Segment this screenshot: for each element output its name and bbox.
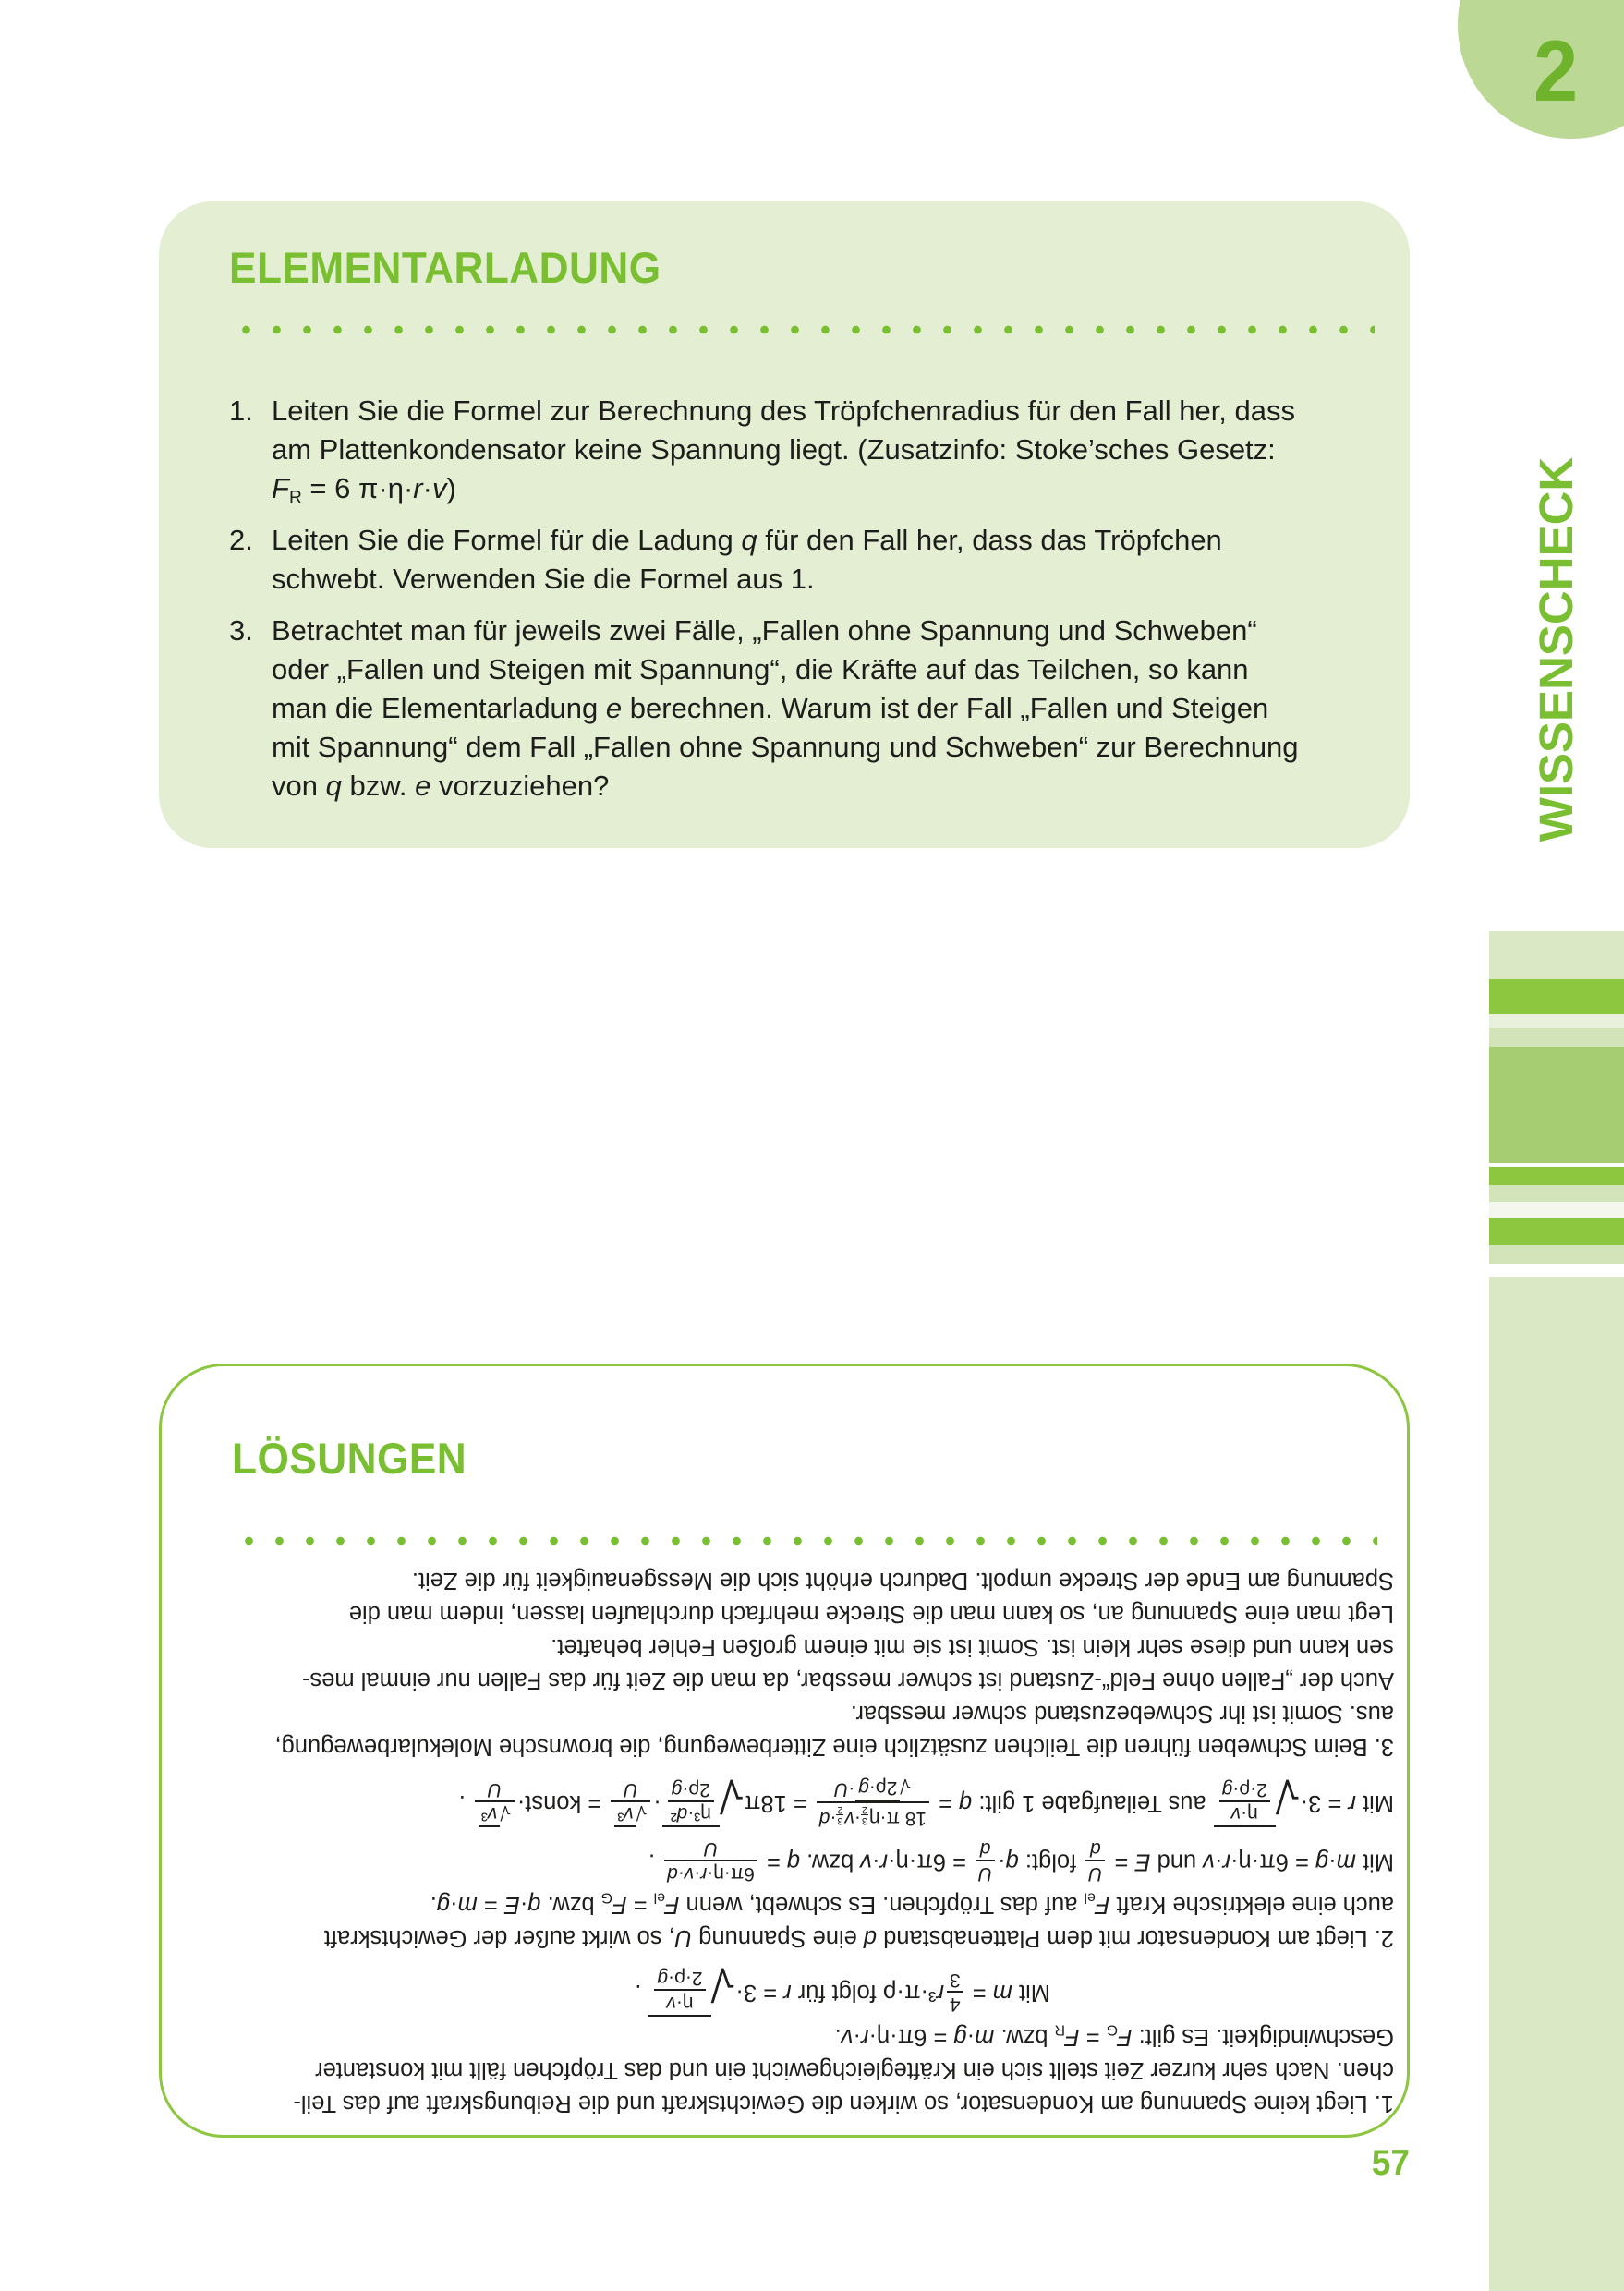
chapter-badge-circle <box>1458 0 1624 139</box>
solution-formula-line: Mit m = 4 3 r³·π·ρ folgt für r = 3· √ η·v 2·ρ·g . <box>635 1959 1050 2016</box>
stripe-band <box>1489 979 1624 1014</box>
solution-text-line: Auch der „Fallen ohne Feld“-Zustand ist schwer messbar, da man die Zeit für das Fallen nur einmal mes- <box>301 1667 1394 1694</box>
question-list <box>229 392 1384 806</box>
stripe-band <box>1489 1014 1624 1028</box>
question-item <box>229 612 1384 806</box>
question-box-title: ELEMENTARLADUNG <box>229 243 661 292</box>
stripe-band <box>1489 931 1624 979</box>
question-box <box>159 201 1410 848</box>
solution-formula-line: Mit r = 3· √ η·v 2·ρ·g aus Teilaufgabe 1 gilt: q = 18 π·η 3 2 ·v 3 2 ·d √ 2ρ· g ·U = 18π √ η³·d² 2ρ·g · √ v ³ U = konst· √ v ³ U . <box>458 1770 1394 1830</box>
stripe-band <box>1489 1047 1624 1163</box>
stripe-band <box>1489 1167 1624 1185</box>
question-text: Leiten Sie die Formel für die Ladung q für den Fall her, dass das Tröpfchen schwebt. Verwenden Sie die Formel aus 1. <box>272 524 1222 595</box>
question-text: Betrachtet man für jeweils zwei Fälle, „Fallen ohne Spannung und Schweben“ oder „Fallen und Steigen mit Spannung“, die Kräfte auf das Teilchen, so kann man die Elementarladung e berechnen. Warum ist der Fall „Fallen und Steigen mit Spannung“ dem Fall „Fallen ohne Spannung und Schweben“ zur Berechnung von q bzw. e vorzuziehen? <box>272 614 1299 802</box>
solution-box-title: LÖSUNGEN <box>232 1434 467 1483</box>
solution-text-line: sen kann und diese sehr klein ist. Somit ist sie mit einem großen Fehler behaftet. <box>551 1634 1394 1661</box>
solution-text-line: Legt man eine Spannung an, so kann man die Strecke mehrfach durchlaufen lassen, indem man die <box>348 1601 1394 1628</box>
solution-text-line: 2. Liegt am Kondensator mit dem Plattenabstand d eine Spannung U, so wirkt außer der Gewichtskraft <box>323 1924 1394 1951</box>
solution-text-line: aus. Somit ist ihr Schwebezustand schwer messbar. <box>850 1701 1394 1727</box>
stripe-band <box>1489 1277 1624 2291</box>
stripe-band <box>1489 1218 1624 1245</box>
question-item <box>229 521 1384 599</box>
solution-text-line: auch eine elektrische Kraft $F_{el}$ auf das Tröpfchen. Es schwebt, wenn $F_{el} = F_G$ bzw. q·E = m·g. <box>430 1889 1394 1918</box>
solutions-rotated-block <box>176 1568 1394 2120</box>
page-number: 57 <box>1371 2143 1410 2183</box>
dotted-separator <box>232 1536 1377 1546</box>
question-number: 2. <box>229 524 253 556</box>
wissenscheck-sidebar-label: WISSENSCHECK <box>1530 456 1582 842</box>
solution-text-line: 3. Beim Schweben führen die Teilchen zusätzlich eine Zitterbewegung, die brownsche Molekularbewegung, <box>274 1734 1394 1761</box>
solution-text-line: Geschwindigkeit. Es gilt: $F_G = F_R$ bzw. m·g = 6π·η·r·v. <box>834 2021 1394 2050</box>
stripe-band <box>1489 1028 1624 1047</box>
solution-formula-line: Mit m·g = 6π·η·r·v und E = U d folgt: q· U d = 6π·η·r·v bzw. q = 6π·η·r·v·d U . <box>648 1838 1394 1885</box>
solution-text-line: chen. Nach sehr kurzer Zeit stellt sich ein Kräftegleichgewicht ein und das Tröpfchen fällt mit konstanter <box>315 2057 1394 2083</box>
question-number: 1. <box>229 394 253 427</box>
question-text: Leiten Sie die Formel zur Berechnung des Tröpfchenradius für den Fall her, dass am Plattenkondensator keine Spannung liegt. (Zusatzinfo: Stoke’sches Gesetz: $F_R = 6$ π·η·r·v) <box>272 394 1296 508</box>
solution-box <box>159 1364 1410 2138</box>
dotted-separator <box>229 325 1375 334</box>
question-item <box>229 392 1384 508</box>
stripe-band <box>1489 1185 1624 1202</box>
solution-text-line: Spannung am Ende der Strecke umpolt. Dadurch erhöht sich die Messgenauigkeit für die Zeit. <box>411 1568 1394 1594</box>
stripe-band <box>1489 1202 1624 1218</box>
chapter-number: 2 <box>1533 22 1579 119</box>
stripe-band <box>1489 1245 1624 1264</box>
question-number: 3. <box>229 614 253 647</box>
solution-text-line: 1. Liegt keine Spannung am Kondensator, so wirken die Gewichtskraft und die Reibungskraft auf das Teil- <box>293 2091 1394 2116</box>
